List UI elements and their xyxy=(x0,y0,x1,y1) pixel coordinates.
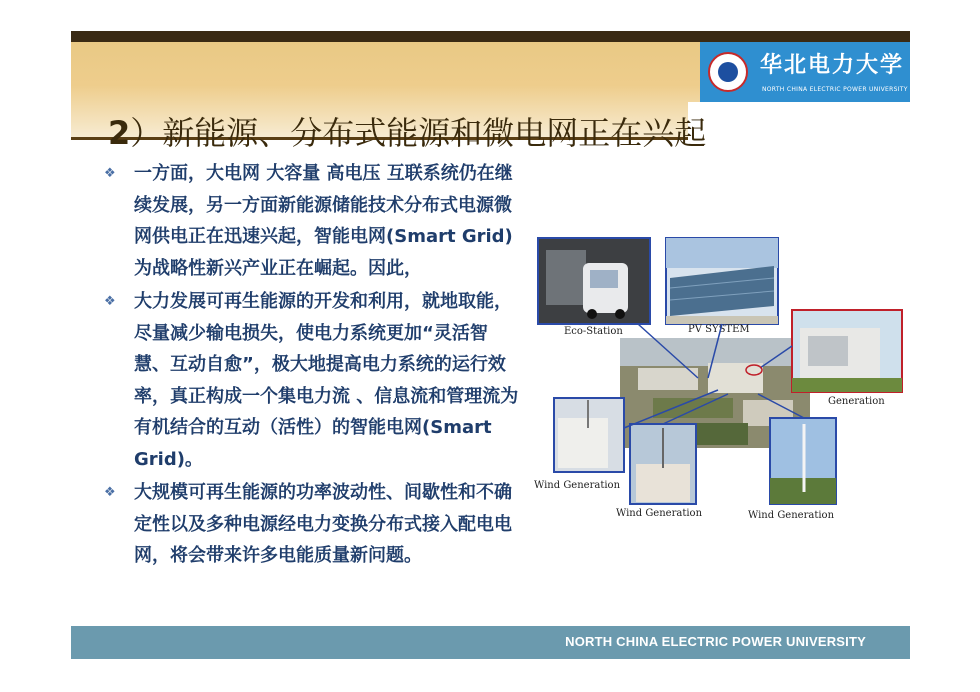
title-number: 2 xyxy=(108,114,131,152)
diamond-bullet-icon: ❖ xyxy=(104,294,116,309)
title-backdrop xyxy=(688,102,910,138)
wind-generation-photo-1 xyxy=(554,398,624,472)
bullet-text: 一方面，大电网 大容量 高电压 互联系统仍在继续发展，另一方面新能源储能技术分布式电源微网供电正在迅速兴起，智能电网(Smart Grid)为战略性新兴产业正在崛起。因此， xyxy=(134,163,513,279)
bullet-item xyxy=(104,477,522,572)
microgrid-figure xyxy=(528,228,908,528)
caption-wind-2: Wind Generation xyxy=(616,508,703,519)
diamond-bullet-icon: ❖ xyxy=(104,485,116,500)
caption-pv-system: PV SYSTEM xyxy=(688,324,750,335)
slide-title xyxy=(108,108,706,154)
university-emblem-icon xyxy=(708,52,748,92)
footer-text: NORTH CHINA ELECTRIC POWER UNIVERSITY xyxy=(565,634,866,649)
eco-station-photo xyxy=(538,238,650,324)
footer-bar xyxy=(71,626,910,659)
caption-wind-3: Wind Generation xyxy=(748,510,835,521)
generation-photo xyxy=(792,310,902,392)
title-text: ）新能源、分布式能源和微电网正在兴起 xyxy=(130,114,707,152)
bullet-text: 大力发展可再生能源的开发和利用，就地取能，尽量减少输电损失，使电力系统更加“灵活智慧、互动自愈”，极大地提高电力系统的运行效率，真正构成一个集电力流 、信息流和管理流为有机结合的互动（活性）的智能电网(Smart Grid)。 xyxy=(134,291,519,470)
caption-wind-1: Wind Generation xyxy=(534,480,621,491)
wind-generation-photo-2 xyxy=(630,424,696,504)
bullet-item xyxy=(104,286,522,475)
logo-chinese-name: 华北电力大学 xyxy=(760,52,905,78)
university-logo xyxy=(700,42,910,102)
wind-generation-photo-3 xyxy=(770,418,836,504)
logo-english-name: NORTH CHINA ELECTRIC POWER UNIVERSITY xyxy=(762,86,908,93)
diamond-bullet-icon: ❖ xyxy=(104,166,116,181)
bullet-list xyxy=(104,158,522,574)
caption-generation: Generation xyxy=(828,396,885,407)
caption-eco-station: Eco-Station xyxy=(564,326,623,337)
pv-system-photo xyxy=(666,238,778,324)
top-bar xyxy=(71,31,910,42)
bullet-text: 大规模可再生能源的功率波动性、间歇性和不确定性以及多种电源经电力变换分布式接入配电电网，将会带来许多电能质量新问题。 xyxy=(134,482,512,566)
bullet-item xyxy=(104,158,522,284)
